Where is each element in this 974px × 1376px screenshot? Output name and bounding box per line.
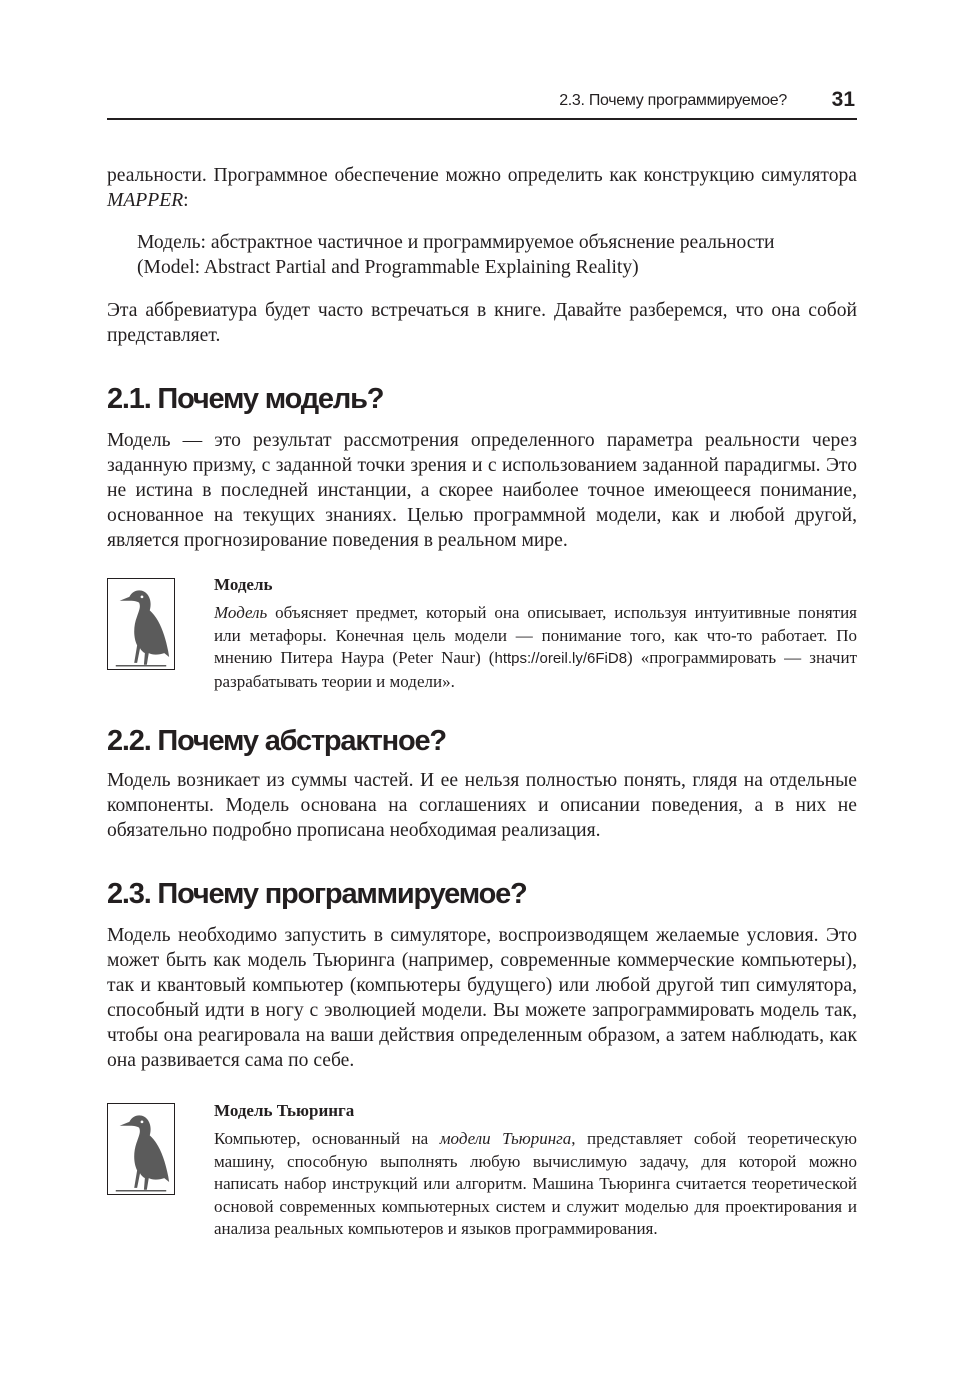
quote-line-en: (Model: Abstract Partial and Programmable Explaining Reality) <box>137 257 639 278</box>
crow-icon <box>107 1103 175 1195</box>
abbreviation-paragraph: Эта аббревиатура будет часто встречаться в книге. Давайте разберемся, что она собой представляет. <box>107 300 857 346</box>
running-title: 2.3. Почему программируемое? <box>559 92 787 109</box>
section-2-2-paragraph: Модель возникает из суммы частей. И ее нельзя полностью понять, глядя на отдельные компоненты. Модель основана на соглашениях и описании поведения, а в них не обязательно подробно прописана необходимая реализация. <box>107 770 857 841</box>
note-text-model: Модель объясняет предмет, который она описывает, используя интуитивные понятия или метафоры. Конечная цель модели — понимание того, как что-то работает. По мнению Питера Наура (Peter Naur) (https://oreil.ly/6FiD8) «программировать — значит разрабатывать теории и модели». <box>214 603 857 691</box>
running-header <box>107 86 857 120</box>
intro-paragraph: реальности. Программное обеспечение можно определить как конструкцию симулятора MAPPER: <box>107 165 857 211</box>
section-2-1-paragraph: Модель — это результат рассмотрения определенного параметра реальности через заданную призму, с заданной точки зрения и с использованием заданной парадигмы. Это не истина в последней инстанции, а скорее наиболее точное имеющееся понимание, основанное на текущих знаниях. Целью программной модели, как и любой другой, является прогнозирование поведения в реальном мире. <box>107 430 857 551</box>
section-2-3-paragraph: Модель необходимо запустить в симуляторе, воспроизводящем желаемые условия. Это может быть как модель Тьюринга (например, современные коммерческие компьютеры), так и квантовый компьютер (компьютеры будущего) или любой другой тип симулятора, способный идти в ногу с эволюцией модели. Вы можете запрограммировать модель так, чтобы она реагировала на ваши действия определенным образом, а затем наблюдать, как она развивается сама по себе. <box>107 925 857 1071</box>
definition-quote <box>137 230 857 280</box>
section-heading-2-2: 2.2. Почему абстрактное? <box>107 725 446 757</box>
section-heading-2-3: 2.3. Почему программируемое? <box>107 878 527 910</box>
section-heading-2-1: 2.1. Почему модель? <box>107 383 384 415</box>
crow-icon <box>107 578 175 670</box>
note-text-turing: Компьютер, основанный на модели Тьюринга, представляет собой теоретическую машину, способную выполнять любую вычислимую задачу, для которой можно написать набор инструкций или алгоритм. Машина Тьюринга считается теоретической основой современных компьютерных систем и служит моделью для проектирования и анализа реальных компьютеров и языков программирования. <box>214 1129 857 1238</box>
note-title-model: Модель <box>214 575 273 594</box>
page-number: 31 <box>831 88 855 111</box>
note-title-turing: Модель Тьюринга <box>214 1101 355 1120</box>
naur-link[interactable]: https://oreil.ly/6FiD8 <box>494 650 628 667</box>
quote-line-ru: Модель: абстрактное частичное и программируемое объяснение реальности <box>137 232 775 253</box>
mapper-term: MAPPER <box>107 190 184 211</box>
